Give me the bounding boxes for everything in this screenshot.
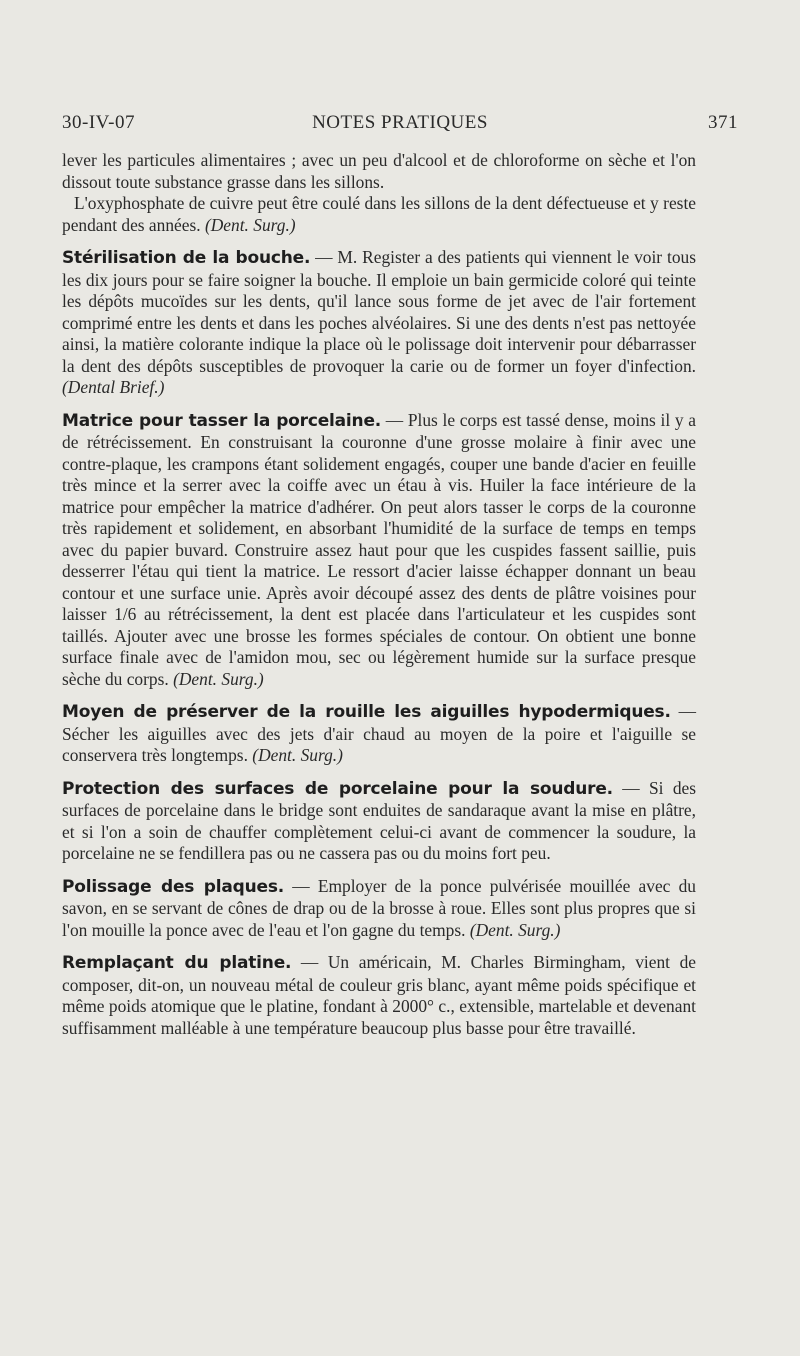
entry-heading: Remplaçant du platine. [62,953,292,973]
running-header [62,112,738,142]
entry [62,778,696,865]
entry-heading: Moyen de préserver de la rouille les aiguilles hypodermiques. [62,702,671,722]
entry-heading: Matrice pour tasser la porcelaine. [62,410,382,431]
entry [62,410,696,691]
entry-heading: Polissage des plaques. [62,876,285,897]
entry-text: — M. Register a des patients qui viennent le voir tous les dix jours pour se faire soigner la bouche. Il emploie un bain germicide coloré qui teinte les dépôts mucoïdes sur les dents, qu'il lance sous forme de jet avec de l'air fortement comprimé entre les dents et dans les poches alvéolaires. Si une des dents n'est pas nettoyée ainsi, la matière colorante indique la place où le polissage doit intervenir pour débarrasser la dent des dépôts susceptibles de provoquer la carie ou de former un foyer d'infection. [62,247,696,376]
entry [62,247,696,399]
entry-text: — Si des surfaces de porcelaine dans le bridge sont enduites de sandaraque avant la mise en plâtre, et si l'on a soin de chauffer complètement celui-ci avant de commencer la soudure, la porcelaine ne se fendillera pas ou ne cassera pas ou du moins fort peu. [62,777,697,863]
entry [62,701,696,767]
header-date: 30-IV-07 [62,112,135,133]
entry-text: — Sécher les aiguilles avec des jets d'air chaud au moyen de la poire et l'aiguille se conservera très longtemps. [62,701,696,765]
entry [62,876,696,942]
source-citation: (Dent. Surg.) [173,668,264,689]
intro-paragraph: lever les particules alimentaires ; avec un peu d'alcool et de chloroforme on sèche et l'on dissout toute substance grasse dans les sillons. [62,150,696,192]
intro-paragraph-2 [62,193,696,236]
source-citation: (Dent. Surg.) [469,919,561,940]
entry-heading: Stérilisation de la bouche. [62,248,311,268]
entry-text: — Plus le corps est tassé dense, moins il y a de rétrécissement. En construisant la couronne d'une grosse molaire à finir avec une contre-plaque, les crampons étant solidement engagés, couper une bande d'acier en feuille très mince et la serrer avec la coiffe avec un étau à vis. Huiler la face intérieure de la matrice pour empêcher la matrice d'adhérer. On peut alors tasser le corps de la couronne très rapidement et solidement, en absorbant l'humidité de la surface de temps en temps avec du papier buvard. Construire assez haut pour que les cuspides fassent saillie, puis desserrer l'étau qui tient la matrice. Le ressort d'acier laisse échapper donnant un beau contour et une surface unie. Après avoir découpé assez des dents de plâtre voisines pour laisser 1/6 au rétrécissement, la dent est placée dans l'articulateur et les cuspides sont taillés. Ajouter avec une brosse les formes spéciales de contour. On obtient une bonne surface finale avec de l'amidon mou, sec ou légèrement humide sur la surface presque sèche du corps. [62,409,696,689]
source-citation: (Dent. Surg.) [204,214,296,235]
entry-heading: Protection des surfaces de porcelaine pour la soudure. [62,778,613,799]
page-number: 371 [708,112,738,133]
entry-text: — Employer de la ponce pulvérisée mouillée avec du savon, en se servant de cônes de drap ou de la brosse à roue. Elles sont plus propres que si l'on mouille la ponce avec de l'eau et l'on gagne du temps. [62,875,696,940]
header-title: NOTES PRATIQUES [312,112,488,133]
intro-text: L'oxyphosphate de cuivre peut être coulé dans les sillons de la dent défectueuse et y reste pendant des années. [62,193,696,235]
article-body [62,150,696,1039]
entry-text: — Un américain, M. Charles Birmingham, vient de composer, dit-on, un nouveau métal de couleur gris blanc, ayant même poids spécifique et même poids atomique que le platine, fondant à 2000° c., extensible, martelable et devenant suffisamment malléable à une température beaucoup plus basse pour être travaillé. [62,952,696,1038]
source-citation: (Dental Brief.) [62,377,165,397]
source-citation: (Dent. Surg.) [252,745,343,765]
entry [62,952,696,1039]
